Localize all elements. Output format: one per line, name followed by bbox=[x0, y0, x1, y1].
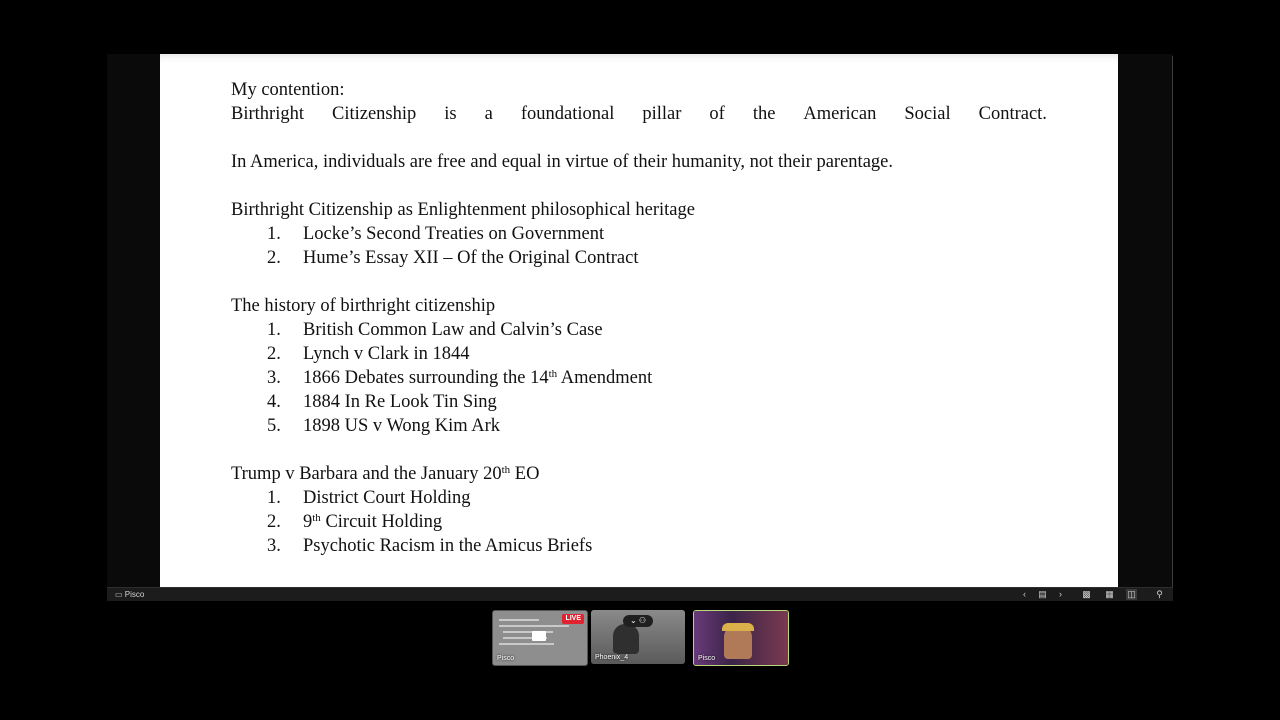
section-heading-enlightenment: Birthright Citizenship as Enlightenment philosophical heritage bbox=[231, 200, 695, 220]
participant-name: Pisco bbox=[497, 655, 515, 662]
section-heading-history: The history of birthright citizenship bbox=[231, 296, 496, 316]
layout-grid-icon[interactable]: ▦ bbox=[1105, 589, 1114, 599]
contention-statement bbox=[231, 102, 1047, 126]
participant-tile[interactable] bbox=[693, 610, 789, 666]
previous-page-icon[interactable]: ‹ bbox=[1023, 589, 1026, 599]
share-frame-edge bbox=[1172, 56, 1173, 600]
person-silhouette bbox=[613, 624, 639, 654]
word: Social bbox=[904, 104, 951, 124]
screen-share-icon bbox=[532, 631, 546, 641]
word: Contract. bbox=[978, 104, 1047, 124]
word: American bbox=[803, 104, 877, 124]
participant-tile[interactable] bbox=[492, 610, 588, 666]
screen-share-icon: ▭ bbox=[115, 590, 123, 599]
participant-tile[interactable] bbox=[591, 610, 685, 664]
share-toolbar bbox=[107, 587, 1173, 601]
zoom-icon[interactable]: ⚲ bbox=[1156, 589, 1163, 599]
next-page-icon[interactable]: › bbox=[1059, 589, 1062, 599]
word: a bbox=[484, 104, 493, 124]
page-icon[interactable]: ▤ bbox=[1038, 589, 1047, 599]
word: of bbox=[709, 104, 725, 124]
word: Birthright bbox=[231, 104, 304, 124]
america-statement: In America, individuals are free and equal in virtue of their humanity, not their parentage. bbox=[231, 152, 893, 172]
word: is bbox=[444, 104, 457, 124]
presenter-tag bbox=[115, 588, 144, 601]
participant-name: Phoenix_4 bbox=[595, 654, 629, 661]
live-badge: LIVE bbox=[562, 614, 584, 624]
presenter-name: Pisco bbox=[124, 590, 145, 599]
word: Citizenship bbox=[331, 104, 417, 124]
section-heading-trump: Trump v Barbara and the January 20th EO bbox=[231, 464, 540, 484]
tile-controls[interactable]: ⌄ ⚇ bbox=[623, 615, 653, 627]
word: foundational bbox=[520, 104, 615, 124]
contention-label: My contention: bbox=[231, 80, 345, 100]
participant-name: Pisco bbox=[698, 655, 716, 662]
layout-sidebar-icon[interactable]: ◫ bbox=[1127, 589, 1136, 599]
layout-speaker-icon[interactable]: ▩ bbox=[1082, 589, 1091, 599]
word: pillar bbox=[642, 104, 682, 124]
word: the bbox=[752, 104, 776, 124]
